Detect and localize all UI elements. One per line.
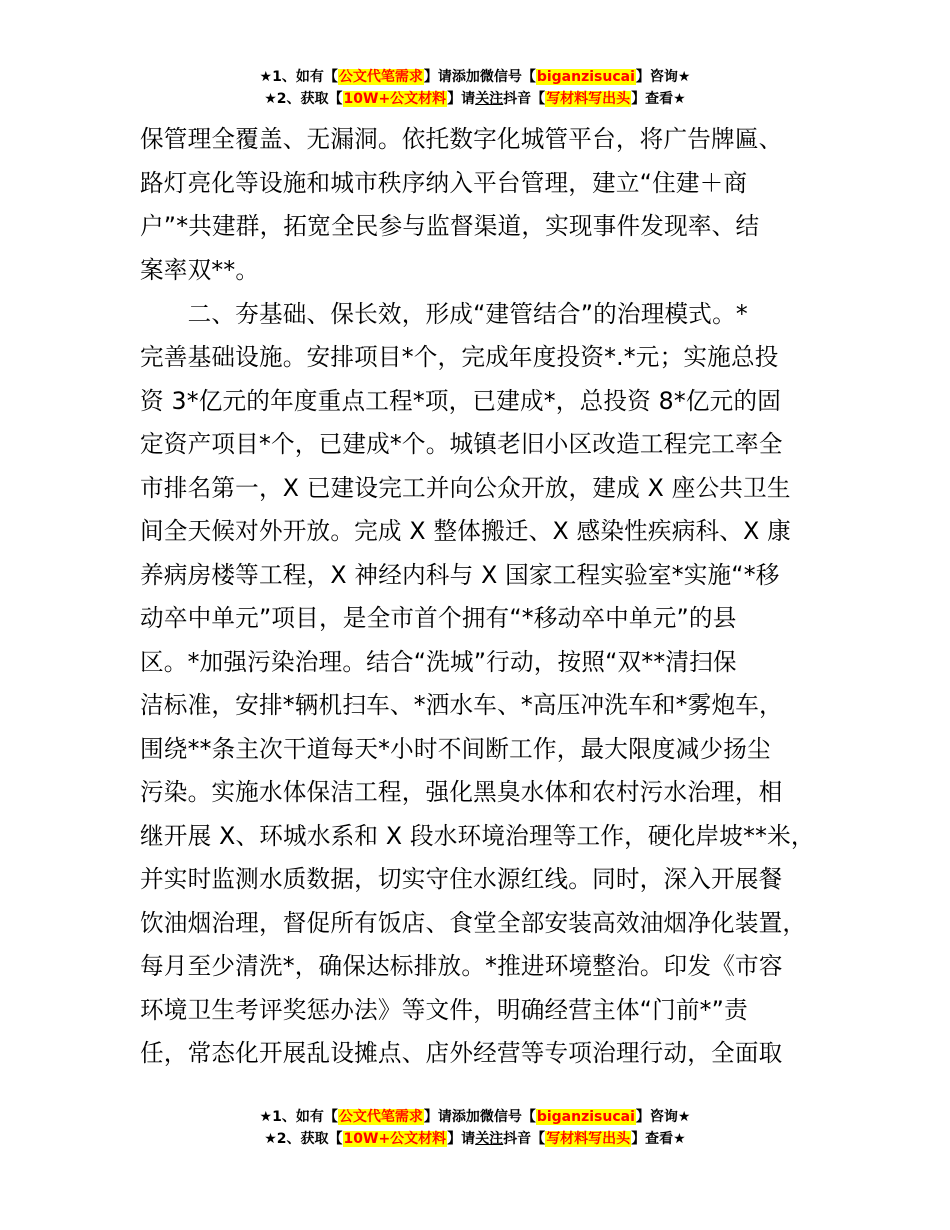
banner-text: 】请 bbox=[447, 1131, 476, 1147]
banner-text: 】查看★ bbox=[631, 1131, 686, 1147]
body-line: 养病房楼等工程，X 神经内科与 X 国家工程实验室*实施“*移 bbox=[140, 560, 780, 589]
banner-highlight: 公文代笔需求 bbox=[338, 69, 423, 85]
wechat-id-highlight: biganzisucai bbox=[536, 1109, 635, 1125]
banner-text: ★1、如有【 bbox=[259, 1109, 338, 1125]
body-line: 任，常态化开展乱设摊点、店外经营等专项治理行动，全面取 bbox=[140, 1039, 783, 1067]
body-line: 资 3*亿元的年度重点工程*项，已建成*，总投资 8*亿元的固 bbox=[140, 386, 782, 415]
banner-line-2 bbox=[0, 1128, 950, 1150]
body-line: 污染。实施水体保洁工程，强化黑臭水体和农村污水治理，相 bbox=[140, 778, 783, 806]
douyin-account-highlight: 写材料写出头 bbox=[546, 1131, 631, 1147]
banner-highlight: 10W+公文材料 bbox=[343, 91, 447, 107]
body-line: 继开展 X、环城水系和 X 段水环境治理等工作，硬化岸坡**米， bbox=[140, 821, 815, 850]
banner-text-underlined: 关注 bbox=[475, 91, 504, 107]
douyin-account-highlight: 写材料写出头 bbox=[546, 91, 631, 107]
body-line: 洁标准，安排*辆机扫车、*洒水车、*高压冲洗车和*雾炮车， bbox=[140, 691, 783, 719]
body-line: 完善基础设施。安排项目*个，完成年度投资*.*元；实施总投 bbox=[140, 343, 779, 371]
body-line: 并实时监测水质数据，切实守住水源红线。同时，深入开展餐 bbox=[140, 865, 783, 893]
body-line: 围绕**条主次干道每天*小时不间断工作，最大限度减少扬尘 bbox=[140, 734, 771, 763]
body-line: 案率双**。 bbox=[140, 255, 260, 284]
header-banner bbox=[0, 66, 950, 110]
banner-text: ★1、如有【 bbox=[259, 69, 338, 85]
body-line: 饮油烟治理，督促所有饭店、食堂全部安装高效油烟净化装置， bbox=[140, 908, 807, 937]
banner-text: 】请添加微信号【 bbox=[423, 1109, 536, 1125]
banner-highlight: 公文代笔需求 bbox=[338, 1109, 423, 1125]
banner-line-1 bbox=[0, 1106, 950, 1128]
banner-text: 】咨询★ bbox=[635, 69, 691, 85]
body-line: 区。*加强污染治理。结合“洗城”行动，按照“双**清扫保 bbox=[140, 647, 737, 676]
banner-line-1 bbox=[0, 66, 950, 88]
section-heading-line: 二、夯基础、保长效，形成“建管结合”的治理模式。* bbox=[140, 299, 748, 328]
banner-text: ★2、获取【 bbox=[264, 91, 343, 107]
body-line: 每月至少清洗*，确保达标排放。*推进环境整治。印发《市容 bbox=[140, 952, 783, 980]
banner-text: 】请添加微信号【 bbox=[423, 69, 536, 85]
banner-text: 抖音【 bbox=[503, 91, 546, 107]
banner-line-2 bbox=[0, 88, 950, 110]
body-line: 户”*共建群，拓宽全民参与监督渠道，实现事件发现率、结 bbox=[140, 212, 760, 240]
banner-text: ★2、获取【 bbox=[264, 1131, 343, 1147]
body-line: 动卒中单元”项目，是全市首个拥有“*移动卒中单元”的县 bbox=[140, 604, 737, 632]
document-body bbox=[140, 118, 840, 1076]
wechat-id-highlight: biganzisucai bbox=[536, 69, 635, 85]
body-line: 保管理全覆盖、无漏洞。依托数字化城管平台，将广告牌匾、 bbox=[140, 125, 783, 153]
banner-text-underlined: 关注 bbox=[475, 1131, 504, 1147]
body-line: 路灯亮化等设施和城市秩序纳入平台管理，建立“住建＋商 bbox=[140, 168, 748, 197]
banner-text: 】查看★ bbox=[631, 91, 686, 107]
banner-text: 抖音【 bbox=[503, 1131, 546, 1147]
banner-text: 】请 bbox=[447, 91, 476, 107]
footer-banner bbox=[0, 1106, 950, 1150]
body-line: 定资产项目*个，已建成*个。城镇老旧小区改造工程完工率全 bbox=[140, 430, 783, 458]
banner-text: 】咨询★ bbox=[635, 1109, 691, 1125]
body-line: 市排名第一，X 已建设完工并向公众开放，建成 X 座公共卫生 bbox=[140, 473, 791, 502]
body-line: 间全天候对外开放。完成 X 整体搬迁、X 感染性疾病科、X 康 bbox=[140, 517, 791, 545]
banner-highlight: 10W+公文材料 bbox=[343, 1131, 447, 1147]
body-line: 环境卫生考评奖惩办法》等文件，明确经营主体“门前*”责 bbox=[140, 995, 748, 1024]
